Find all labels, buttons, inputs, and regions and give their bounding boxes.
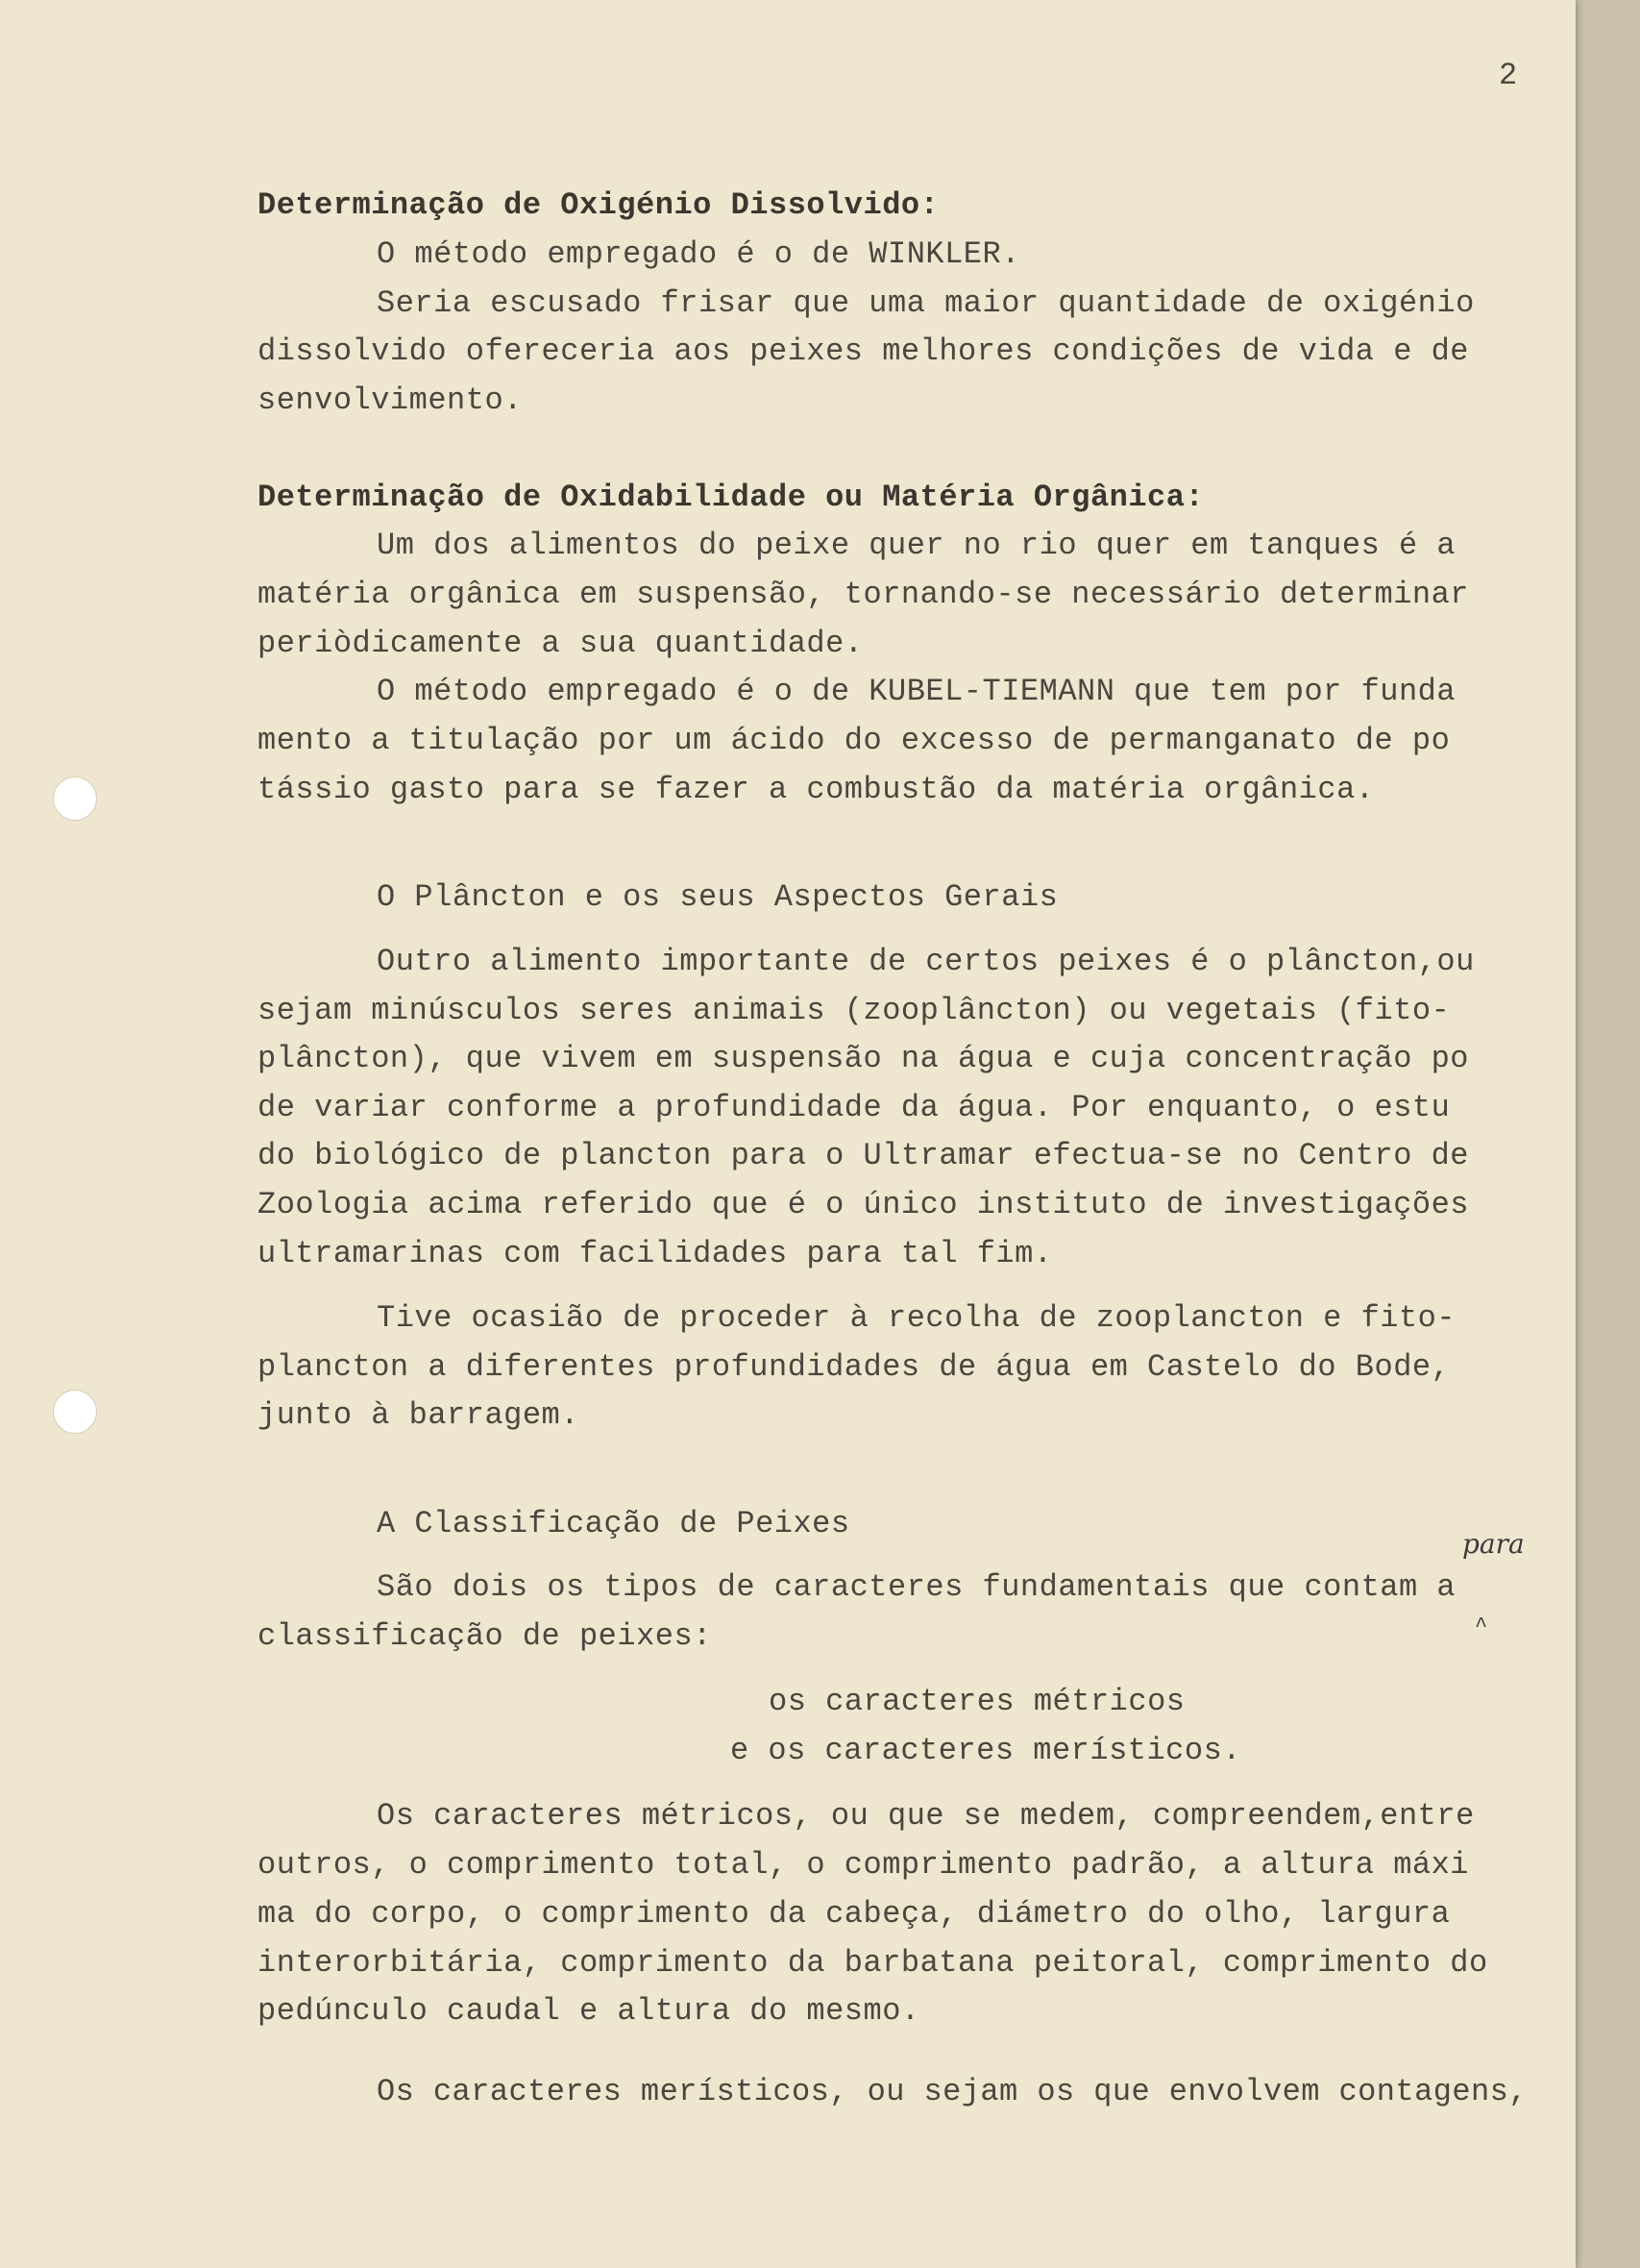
paragraph-line: ultramarinas com facilidades para tal fim. (257, 1236, 1053, 1271)
paragraph-line: Um dos alimentos do peixe quer no rio quer em tanques é a (377, 528, 1456, 563)
paragraph-line: Seria escusado frisar que uma maior quantidade de oxigénio (377, 285, 1475, 321)
punch-hole (53, 1390, 97, 1434)
paragraph-line: sejam minúsculos seres animais (zooplâncton) ou vegetais (fito- (257, 993, 1451, 1028)
paragraph-line: tássio gasto para se fazer a combustão da matéria orgânica. (257, 772, 1375, 807)
section-title-classification: A Classificação de Peixes (377, 1506, 850, 1541)
insert-mark: ^ (1475, 1615, 1488, 1639)
paragraph-line: outros, o comprimento total, o comprimento padrão, a altura máxi (257, 1847, 1469, 1883)
paragraph-line: Tive ocasião de proceder à recolha de zooplancton e fito- (377, 1300, 1456, 1336)
section-title-oxidability: Determinação de Oxidabilidade ou Matéria Orgânica: (257, 480, 1205, 515)
paragraph-line: senvolvimento. (257, 382, 523, 418)
paragraph-line: dissolvido ofereceria aos peixes melhores condições de vida e de (257, 333, 1469, 369)
paragraph-line: Outro alimento importante de certos peixes é o plâncton,ou (377, 944, 1475, 979)
section-title-oxygen: Determinação de Oxigénio Dissolvido: (257, 187, 940, 223)
paragraph-line: O método empregado é o de WINKLER. (377, 236, 1020, 272)
handwritten-note: para (1462, 1528, 1525, 1560)
paragraph-line: periòdicamente a sua quantidade. (257, 626, 864, 661)
list-item: os caracteres métricos (769, 1684, 1186, 1719)
paragraph-line: matéria orgânica em suspensão, tornando-se necessário determinar (257, 577, 1469, 612)
paragraph-line: O método empregado é o de KUBEL-TIEMANN que tem por funda (377, 674, 1456, 709)
paragraph-line: classificação de peixes: (257, 1618, 712, 1654)
section-title-plankton: O Plâncton e os seus Aspectos Gerais (377, 879, 1059, 915)
page-number: 2 (1499, 58, 1518, 93)
punch-hole (53, 777, 97, 821)
paragraph-line: interorbitária, comprimento da barbatana peitoral, comprimento do (257, 1945, 1488, 1981)
list-item: e os caracteres merísticos. (730, 1733, 1241, 1768)
paragraph-line: Os caracteres merísticos, ou sejam os que envolvem contagens, (377, 2074, 1528, 2109)
paragraph-line: Os caracteres métricos, ou que se medem, compreendem,entre (377, 1798, 1475, 1834)
paragraph-line: mento a titulação por um ácido do excesso de permanganato de po (257, 723, 1451, 758)
paragraph-line: Zoologia acima referido que é o único instituto de investigações (257, 1187, 1469, 1222)
paragraph-line: plâncton), que vivem em suspensão na água e cuja concentração po (257, 1041, 1469, 1076)
paragraph-line: São dois os tipos de caracteres fundamentais que contam a (377, 1569, 1456, 1605)
paragraph-line: de variar conforme a profundidade da água. Por enquanto, o estu (257, 1090, 1451, 1125)
paragraph-line: junto à barragem. (257, 1397, 579, 1433)
paragraph-line: plancton a diferentes profundidades de água em Castelo do Bode, (257, 1349, 1451, 1385)
paragraph-line: do biológico de plancton para o Ultramar efectua-se no Centro de (257, 1138, 1469, 1173)
paragraph-line: pedúnculo caudal e altura do mesmo. (257, 1993, 920, 2029)
paragraph-line: ma do corpo, o comprimento da cabeça, diámetro do olho, largura (257, 1896, 1451, 1932)
